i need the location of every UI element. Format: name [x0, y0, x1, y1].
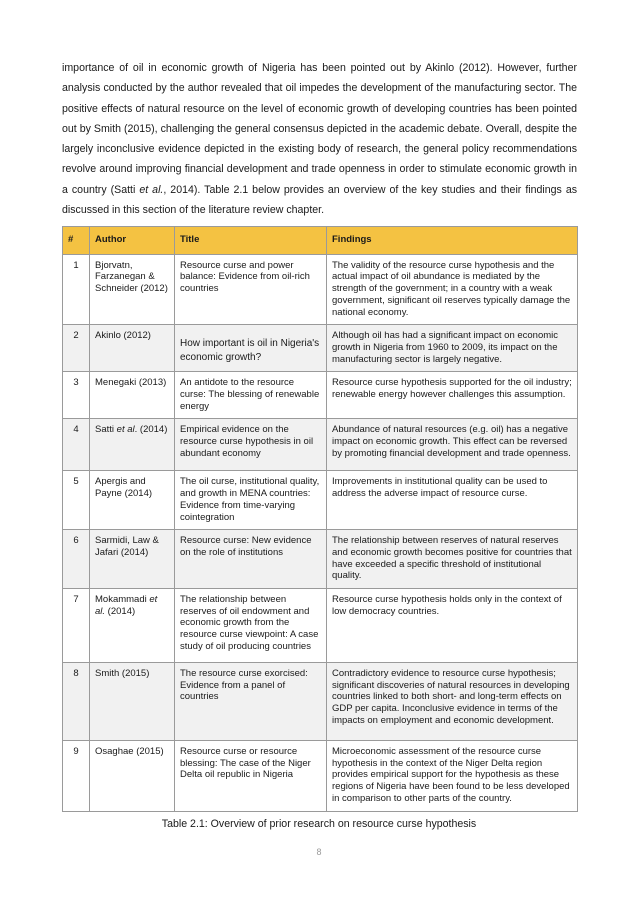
row-number: 6	[63, 530, 90, 589]
studies-table	[62, 226, 578, 812]
row-author	[90, 419, 175, 471]
row-author: Apergis and Payne (2014)	[90, 471, 175, 530]
author-etal: et al	[116, 424, 135, 436]
table-row	[63, 663, 578, 741]
etal-italic: et al.	[139, 183, 164, 196]
author-year: (2014)	[105, 605, 136, 617]
table-header-row	[63, 227, 578, 255]
row-title: Resource curse and power balance: Evidence from oil-rich countries	[175, 254, 327, 325]
row-findings: Contradictory evidence to resource curse hypothesis; significant discoveries of natural resources in developing countries linked to both short- and long-term effects on GDP per capita. Inconclusive evidence in terms of the impacts on employment and economic development.	[327, 663, 578, 741]
row-number: 1	[63, 254, 90, 325]
author-year: . (2014)	[134, 424, 168, 436]
row-findings: The validity of the resource curse hypothesis and the actual impact of oil abundance is mediated by the strength of the government; in a country with a weak government, significant oil reserves typically damage the national economy.	[327, 254, 578, 325]
author-etal: et al.	[95, 594, 158, 617]
row-findings: Although oil has had a significant impact on economic growth in Nigeria from 1960 to 2009, its impact on the manufacturing sector is largely negative.	[327, 325, 578, 372]
row-author: Akinlo (2012)	[90, 325, 175, 372]
header-findings: Findings	[327, 227, 578, 255]
row-author: Sarmidi, Law & Jafari (2014)	[90, 530, 175, 589]
row-author	[90, 589, 175, 663]
row-author: Menegaki (2013)	[90, 372, 175, 419]
table-row	[63, 471, 578, 530]
row-title: The resource curse exorcised: Evidence from a panel of countries	[175, 663, 327, 741]
page-number: 8	[316, 847, 322, 857]
author-name: Satti	[95, 424, 117, 436]
table-caption: Table 2.1: Overview of prior research on resource curse hypothesis	[161, 818, 477, 830]
row-title: An antidote to the resource curse: The blessing of renewable energy	[175, 372, 327, 419]
row-findings: The relationship between reserves of natural reserves and economic growth becomes positive for countries that have exceeded a specific threshold of institutional quality.	[327, 530, 578, 589]
row-number: 4	[63, 419, 90, 471]
row-title: The oil curse, institutional quality, and growth in MENA countries: Evidence from time-varying cointegration	[175, 471, 327, 530]
table-row	[63, 372, 578, 419]
table-row	[63, 530, 578, 589]
row-author: Bjorvatn, Farzanegan & Schneider (2012)	[90, 254, 175, 325]
row-number: 9	[63, 741, 90, 812]
header-author: Author	[90, 227, 175, 255]
author-name: Mokammadi	[95, 594, 150, 606]
table-row	[63, 419, 578, 471]
row-title: Resource curse or resource blessing: The case of the Niger Delta oil republic in Nigeria	[175, 741, 327, 812]
table-row	[63, 325, 578, 372]
row-author: Smith (2015)	[90, 663, 175, 741]
row-author: Osaghae (2015)	[90, 741, 175, 812]
table-row	[63, 741, 578, 812]
row-findings: Resource curse hypothesis holds only in the context of low democracy countries.	[327, 589, 578, 663]
row-title: Resource curse: New evidence on the role of institutions	[175, 530, 327, 589]
row-title: Empirical evidence on the resource curse hypothesis in oil abundant economy	[175, 419, 327, 471]
row-number: 3	[63, 372, 90, 419]
row-findings: Microeconomic assessment of the resource curse hypothesis in the context of the Niger Delta region provides empirical support for the hypothesis as these regions of Nigeria have been found to be less developed in comparison to other parts of the country.	[327, 741, 578, 812]
row-findings: Improvements in institutional quality can be used to address the adverse impact of resource curse.	[327, 471, 578, 530]
header-num: #	[63, 227, 90, 255]
body-paragraph: importance of oil in economic growth of Nigeria has been pointed out by Akinlo (2012). However, further analysis conducted by the author revealed that oil impedes the development of the manufacturing sector. The positive effects of natural resource on the level of economic growth of developing countries has been pointed out by Smith (2015), challenging the general consensus depicted in the academic debate. Overall, despite the largely inconclusive evidence depicted in the existing body of research, the general policy recommendations revolve around improving financial development and trade openness in order to stimulate economic growth in a country (Satti et al., 2014). Table 2.1 below provides an overview of the key studies and their findings as discussed in this section of the literature review chapter.	[62, 62, 578, 217]
row-number: 7	[63, 589, 90, 663]
header-title: Title	[175, 227, 327, 255]
row-number: 5	[63, 471, 90, 530]
row-number: 8	[63, 663, 90, 741]
row-findings: Resource curse hypothesis supported for the oil industry; renewable energy however challenges this assumption.	[327, 372, 578, 419]
row-number: 2	[63, 325, 90, 372]
row-findings: Abundance of natural resources (e.g. oil) has a negative impact on economic growth. This effect can be reversed by promoting financial development and trade openness.	[327, 419, 578, 471]
row-title-text: How important is oil in Nigeria's economic growth?	[180, 338, 320, 364]
table-row	[63, 254, 578, 325]
row-title	[175, 325, 327, 372]
table-row	[63, 589, 578, 663]
row-title: The relationship between reserves of oil endowment and economic growth from the resource curse viewpoint: A case study of oil producing countries	[175, 589, 327, 663]
